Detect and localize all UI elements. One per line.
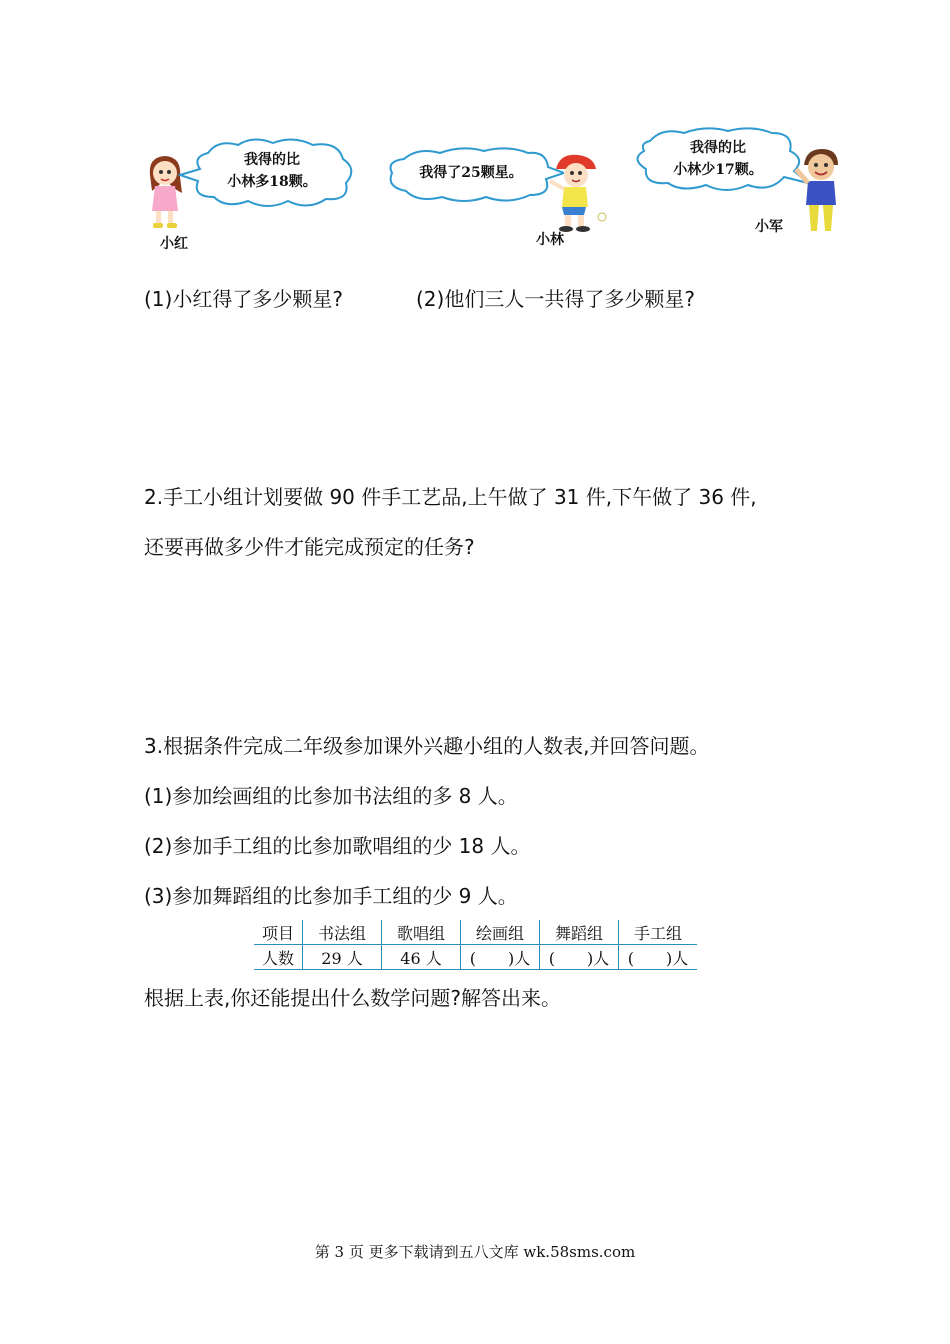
q2-line2: 还要再做多少件才能完成预定的任务? (144, 535, 475, 559)
table-header-cell: 舞蹈组 (540, 920, 619, 945)
speech-xiaojun-line1: 我得的比 (690, 140, 746, 156)
table-cell-blank: ( )人 (540, 945, 619, 970)
speech-xiaolin: 我得了25颗星。 (419, 165, 523, 181)
q2-line1: 2.手工小组计划要做 90 件手工艺品,上午做了 31 件,下午做了 36 件, (144, 485, 757, 509)
speech-xiaohong-line2: 小林多18颗。 (227, 174, 317, 190)
table-header-cell: 歌唱组 (382, 920, 461, 945)
name-xiaolin: 小林 (536, 232, 564, 248)
table-header-row (254, 920, 697, 945)
table-cell: 人数 (254, 945, 303, 970)
speech-xiaojun-line2: 小林少17颗。 (673, 162, 763, 178)
interest-group-table (254, 920, 697, 970)
table-cell-blank: ( )人 (461, 945, 540, 970)
q3-cond2: (2)参加手工组的比参加歌唱组的少 18 人。 (144, 834, 531, 858)
q1-sub1: (1)小红得了多少颗星? (144, 287, 343, 311)
table-header-cell: 绘画组 (461, 920, 540, 945)
boy-xiaojun-figure (792, 147, 848, 235)
q3-cond1: (1)参加绘画组的比参加书法组的多 8 人。 (144, 784, 518, 808)
q1-sub2: (2)他们三人一共得了多少颗星? (416, 287, 695, 311)
page-footer: 第 3 页 更多下载请到五八文库 wk.58sms.com (314, 1243, 636, 1261)
table-header-cell: 项目 (254, 920, 303, 945)
speech-xiaojun (646, 137, 790, 181)
table-header-cell: 手工组 (619, 920, 698, 945)
table-cell: 29 人 (303, 945, 382, 970)
table-cell: 46 人 (382, 945, 461, 970)
table-row (254, 945, 697, 970)
table-cell-blank: ( )人 (619, 945, 698, 970)
table-header-cell: 书法组 (303, 920, 382, 945)
speech-xiaohong (200, 149, 344, 193)
q3-followup: 根据上表,你还能提出什么数学问题?解答出来。 (144, 986, 561, 1010)
q3-intro: 3.根据条件完成二年级参加课外兴趣小组的人数表,并回答问题。 (144, 734, 710, 758)
name-xiaohong: 小红 (160, 236, 188, 252)
boy-xiaolin-figure (540, 151, 610, 235)
name-xiaojun: 小军 (755, 219, 783, 235)
speech-xiaohong-line1: 我得的比 (244, 152, 300, 168)
q3-cond3: (3)参加舞蹈组的比参加手工组的少 9 人。 (144, 884, 518, 908)
illustration-strip (140, 125, 850, 255)
